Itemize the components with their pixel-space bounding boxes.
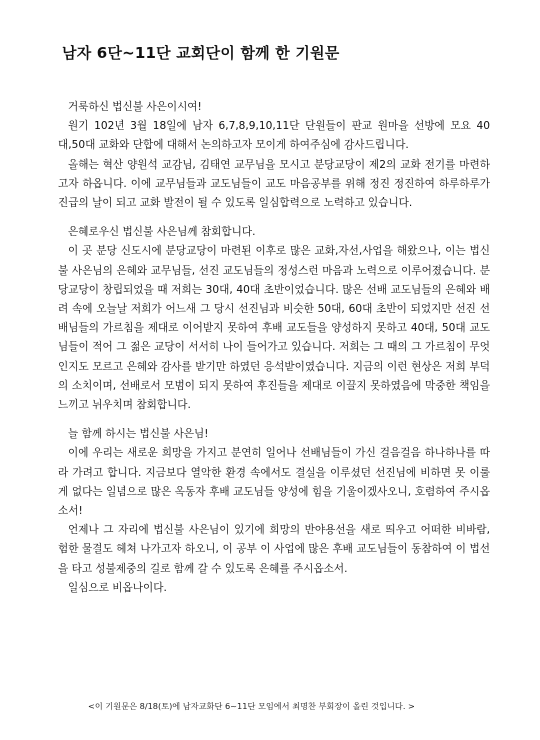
closing-line: 일심으로 비옵나이다. (68, 581, 167, 594)
prayer-paragraph: 언제나 그 자리에 법신불 사은님이 있기에 희망의 반야용선을 새로 띄우고 어떠한 비바람, 험한 물결도 헤쳐 나가고자 하오니, 이 공부 이 사업에 많은 후배 교도님들이 동참하여 이 법선을 타고 성불제중의 길로 함께 갈 수 있도록 은혜를 주시옵소서. (58, 524, 490, 575)
section-greeting: 은혜로우신 법신불 사은님께 참회합니다. (68, 226, 256, 239)
prayer-paragraph: 원기 102년 3월 18일에 남자 6,7,8,9,10,11단 단원들이 판교 원마을 선방에 모요 40대,50대 교화와 단합에 대해서 논의하고자 모이게 하여주심에 감사드립니다. (58, 120, 490, 152)
footer-note: <이 기원문은 8/18(토)에 남자교화단 6~11단 모임에서 최명찬 부회장이 올린 것입니다. > (88, 701, 415, 711)
section-greeting: 늘 함께 하시는 법신불 사은님! (68, 428, 209, 441)
prayer-paragraph: 이에 우리는 새로운 희망을 가지고 분연히 일어나 선배님들이 가신 걸음걸음 하나하나를 따라 가려고 합니다. 지금보다 열악한 환경 속에서도 결실을 이루셨던 선진님에 비하면 못 이룰 게 없다는 일념으로 많은 옥동자 후배 교도님들 양성에 힘을 기울이겠사오니, 호렴하여 주시옵소서! (58, 447, 490, 518)
prayer-body (58, 98, 490, 598)
page-title: 남자 6단~11단 교회단이 함께 한 기원문 (62, 44, 340, 62)
section-greeting: 거룩하신 법신불 사은이시여! (68, 101, 202, 113)
prayer-paragraph: 올해는 혁산 양원석 교감님, 김태연 교무님을 모시고 분당교당이 제2의 교화 전기를 마련하고자 하옵니다. 이에 교무님들과 교도님들이 교도 마음공부를 위해 정진 정진하여 하루하루가 진급의 날이 되고 교화 발전이 될 수 있도록 일심합력으로 노력하고 있습니다. (58, 158, 490, 210)
prayer-paragraph: 이 곳 분당 신도시에 분당교당이 마련된 이후로 많은 교화,자선,사업을 해왔으나, 이는 법신불 사은님의 은혜와 교무님들, 선진 교도님들의 정성스런 마음과 노력으로 이루어졌습니다. 분당교당이 창립되었을 때 저희는 30대, 40대 초반이었습니다. 많은 선배 교도님들의 은혜와 배려 속에 오늘날 저희가 어느새 그 당시 선진님과 비슷한 50대, 60대 초반이 되었지만 선진 선배님들의 가르침을 제대로 이어받지 못하여 후배 교도들을 양성하지 못하고 40대, 50대 교도님들이 적어 그 젊은 교당이 서서히 나이 들어가고 있습니다. 저희는 그 때의 그 가르침이 무엇인지도 모르고 은혜와 감사를 받기만 하였던 응석받이였습니다. 지금의 이런 현상은 저희 부덕의 소치이며, 선배로서 모범이 되지 못하여 후진들을 제대로 이끌지 못하였음에 막중한 책임을 느끼고 뉘우치며 참회합니다. (58, 245, 490, 412)
